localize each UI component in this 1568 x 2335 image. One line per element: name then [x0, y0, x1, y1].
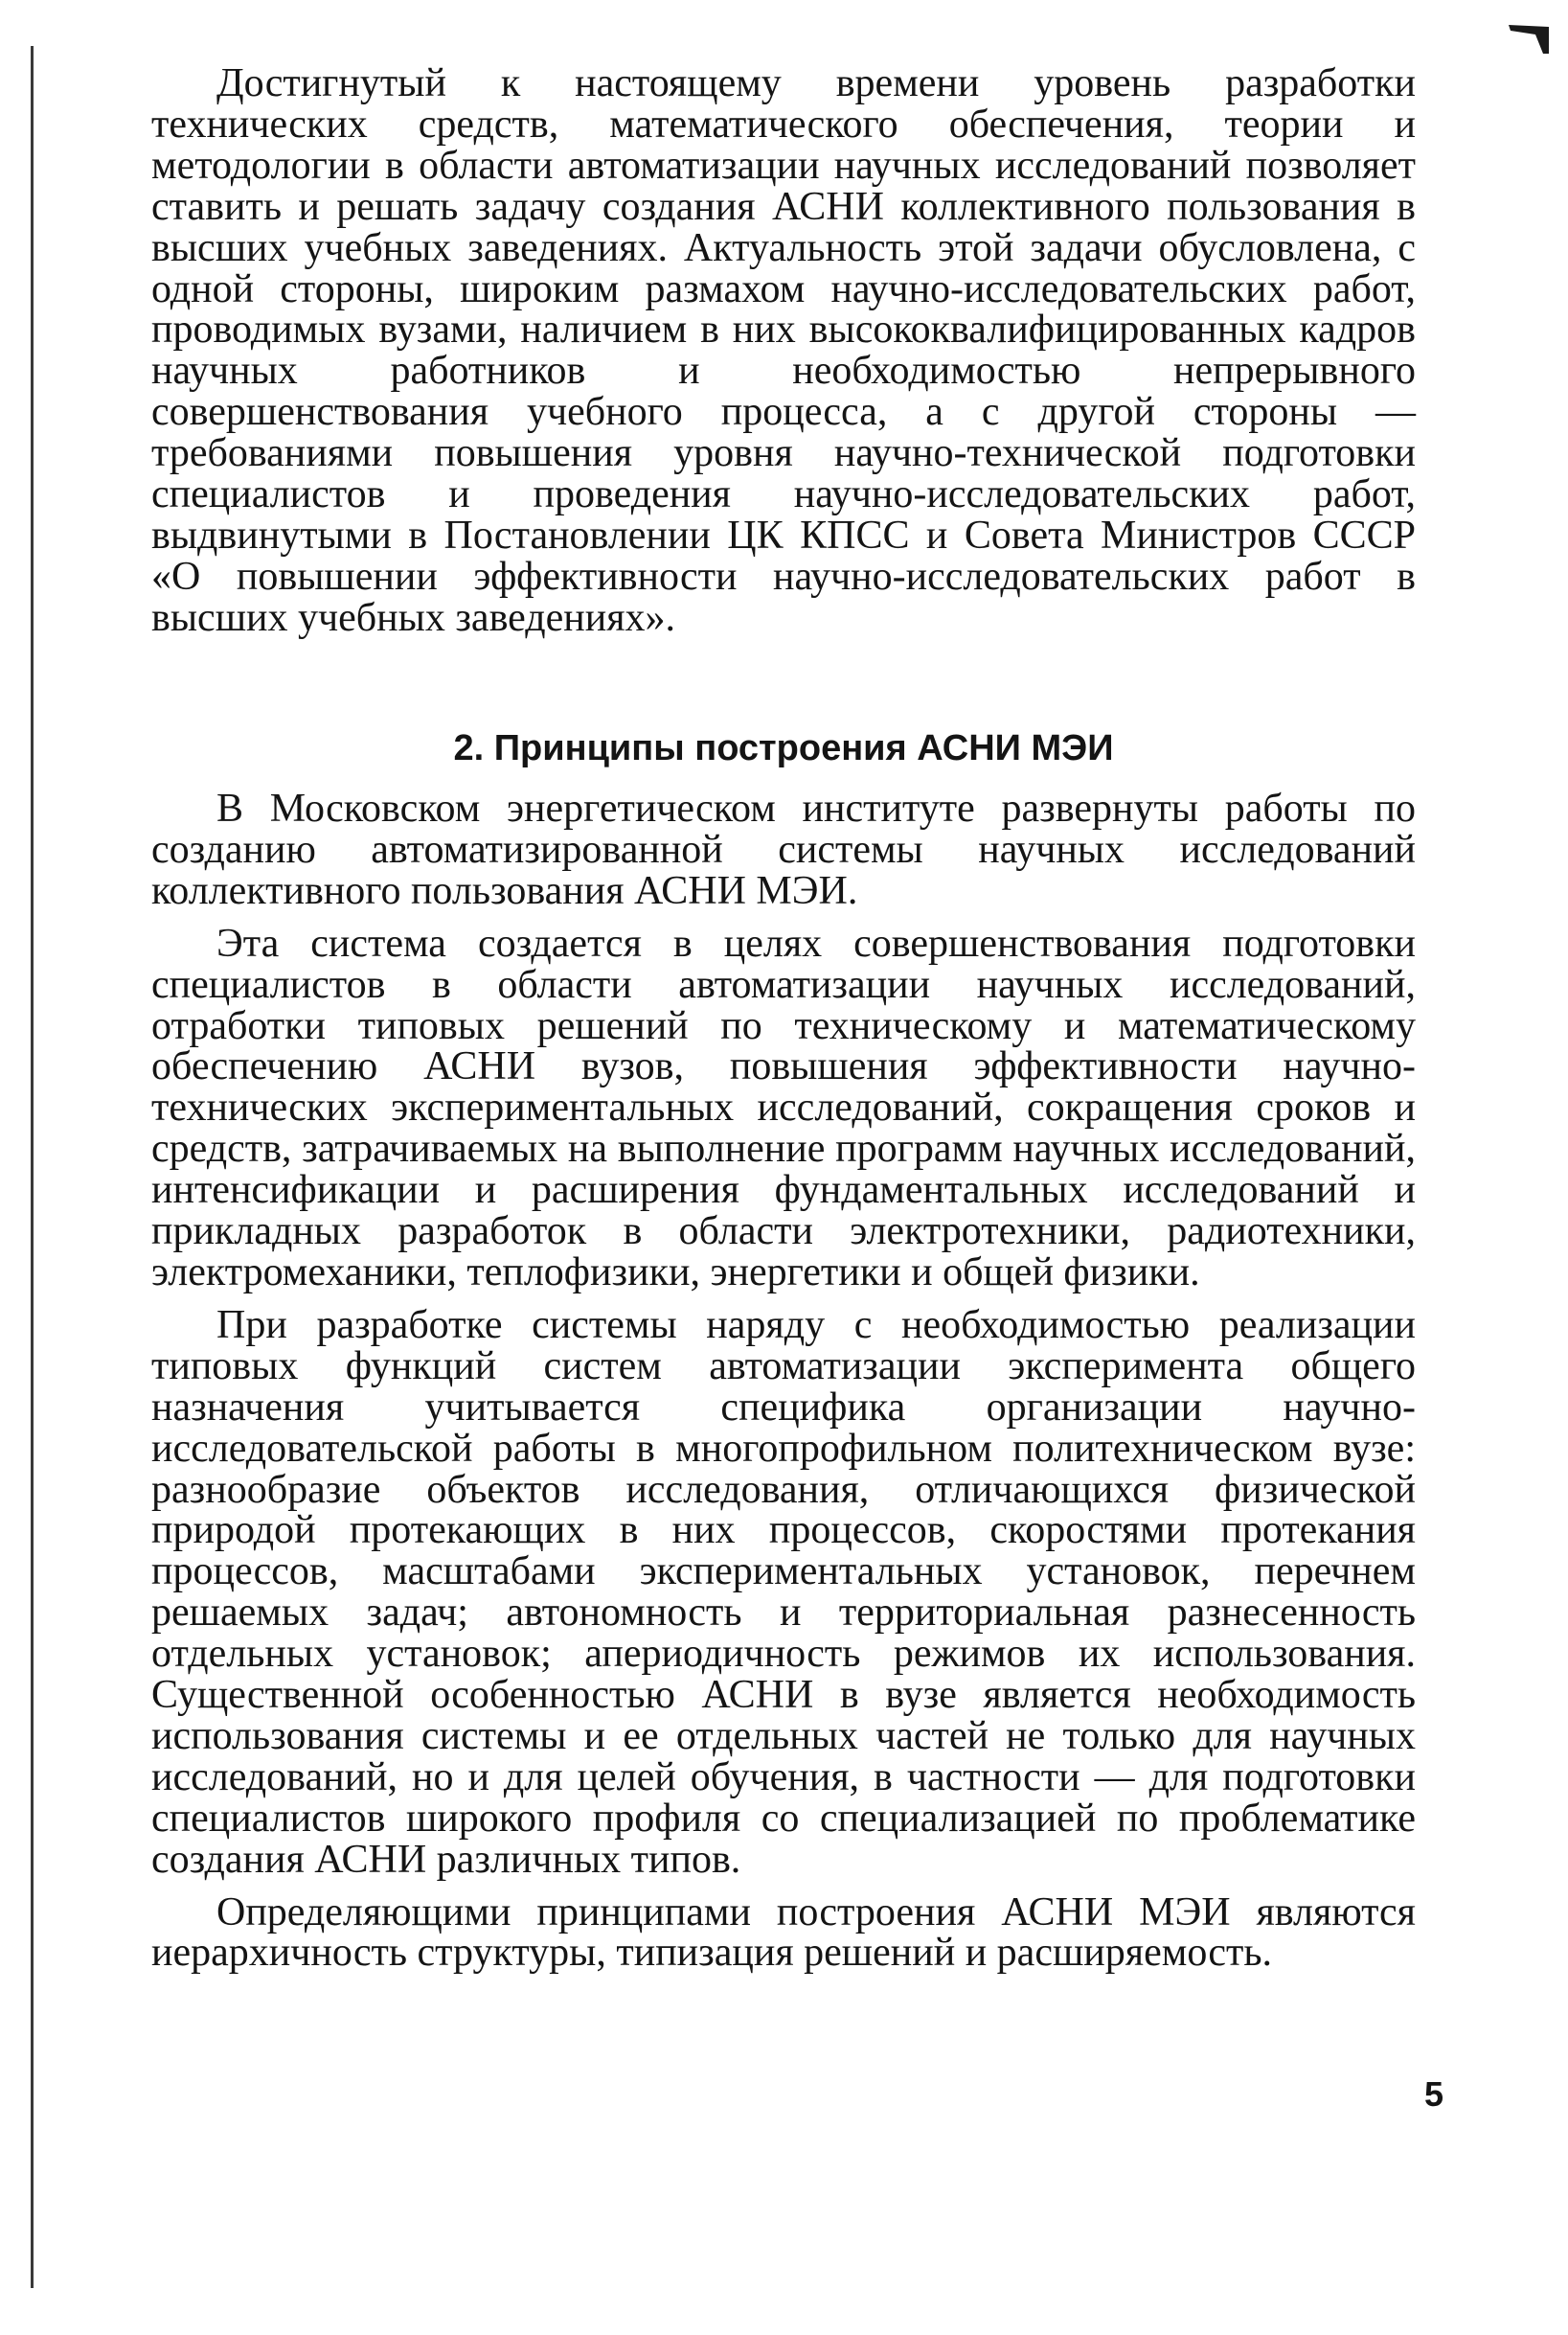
section-heading-block — [151, 727, 1416, 769]
section-paragraph: При разработке системы наряду с необходимостью реализации типовых функций систем автоматизации эксперимента общего назначения учитывается специфика организации научно-исследовательской работы в многопрофильном политехническом вузе: разнообразие объектов исследования, отличающихся физической природой протекающих в них процессов, скоростями протекания процессов, масштабами экспериментальных установок, перечнем решаемых задач; автономность и территориальная разнесенность отдельных установок; апериодичность режимов их использования. Существенной особенностью АСНИ в вузе является необходимость использования системы и ее отдельных частей не только для научных исследований, но и для целей обучения, в частности — для подготовки специалистов широкого профиля со специализацией по проблематике создания АСНИ различных типов. — [151, 1302, 1416, 1882]
section-paragraph: В Московском энергетическом институте развернуты работы по созданию автоматизированной системы научных исследований коллективного пользования АСНИ МЭИ. — [151, 787, 1416, 913]
intro-section — [151, 63, 1416, 639]
section-heading: 2. Принципы построения АСНИ МЭИ — [453, 728, 1114, 768]
corner-scan-mark — [1507, 21, 1551, 56]
section-body — [151, 789, 1416, 1974]
page-number: 5 — [1423, 2074, 1443, 2114]
binding-edge-line — [31, 46, 34, 2288]
intro-paragraph: Достигнутый к настоящему времени уровень разработки технических средств, математического обеспечения, теории и методологии в области автоматизации научных исследований позволяет ставить и решать задачу создания АСНИ коллективного пользования в высших учебных заведениях. Актуальность этой задачи обусловлена, с одной стороны, широким размахом научно-исследовательских работ, проводимых вузами, наличием в них высококвалифицированных кадров научных работников и необходимостью непрерывного совершенствования учебного процесса, а с другой стороны — требованиями повышения уровня научно-технической подготовки специалистов и проведения научно-исследовательских работ, выдвинутыми в Постановлении ЦК КПСС и Совета Министров СССР «О повышении эффективности научно-исследовательских работ в высших учебных заведениях». — [151, 61, 1416, 640]
section-paragraph: Эта система создается в целях совершенствования подготовки специалистов в области автоматизации научных исследований, отработки типовых решений по техническому и математическому обеспечению АСНИ вузов, повышения эффективности научно-технических экспериментальных исследований, сокращения сроков и средств, затрачиваемых на выполнение программ научных исследований, интенсификации и расширения фундаментальных исследований и прикладных разработок в области электротехники, радиотехники, электромеханики, теплофизики, энергетики и общей физики. — [151, 921, 1416, 1294]
section-paragraph: Определяющими принципами построения АСНИ МЭИ являются иерархичность структуры, типизация решений и расширяемость. — [151, 1889, 1416, 1976]
